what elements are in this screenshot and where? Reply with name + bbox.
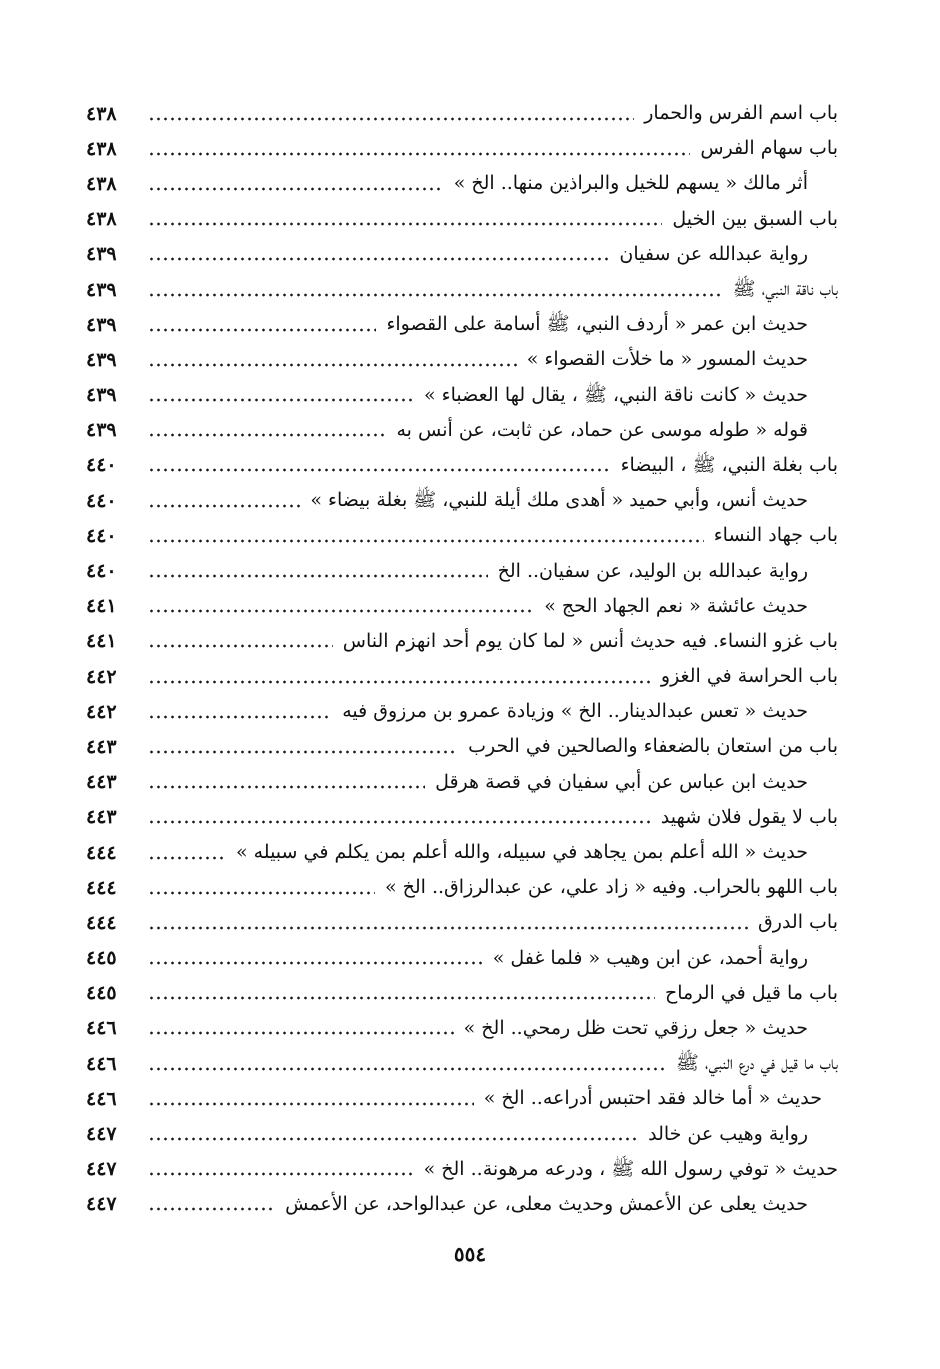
dot-leader xyxy=(148,184,444,194)
dot-leader xyxy=(148,571,488,581)
toc-entry-title: حديث « تعس عبدالدينار.. الخ » وزيادة عمرو بن مرزوق فيه xyxy=(342,700,808,723)
dot-leader xyxy=(148,923,748,933)
toc-entry xyxy=(86,1046,838,1081)
toc-entry-title: حديث ابن عمر « أردف النبي، ﷺ أسامة على القصواء xyxy=(386,313,808,336)
toc-entry xyxy=(86,378,838,413)
toc-entry-title: باب ما قيل في درع النبي، ﷺ xyxy=(675,1052,838,1075)
toc-entry-page: ٤٤٠ xyxy=(86,524,117,547)
dot-leader xyxy=(148,853,226,863)
toc-entry-title: باب الدرق xyxy=(758,911,838,934)
toc-entry xyxy=(86,976,838,1011)
dot-leader xyxy=(148,395,414,405)
dot-leader xyxy=(148,1134,638,1144)
toc-entry xyxy=(86,166,838,201)
toc-entry-title: رواية عبدالله بن الوليد، عن سفيان.. الخ xyxy=(497,559,808,582)
dot-leader xyxy=(148,1099,474,1109)
toc-entry-title: باب ما قيل في الرماح xyxy=(665,981,838,1004)
toc-entry-title: باب من استعان بالضعفاء والصالحين في الحرب xyxy=(468,735,838,758)
dot-leader xyxy=(148,888,375,898)
toc-entry-title: باب اسم الفرس والحمار xyxy=(644,102,838,125)
toc-entry-title: حديث « جعل رزقي تحت ظل رمحي.. الخ » xyxy=(463,1016,808,1039)
toc-entry-page: ٤٤١ xyxy=(86,595,117,618)
toc-entry-title: باب جهاد النساء xyxy=(713,524,838,547)
toc-entry xyxy=(86,202,838,237)
toc-entry-page: ٤٤٧ xyxy=(86,1158,117,1181)
toc-entry-page: ٤٤٤ xyxy=(86,841,117,864)
toc-entry xyxy=(86,518,838,553)
toc-entry xyxy=(86,870,838,905)
toc-entry xyxy=(86,765,838,800)
toc-entry xyxy=(86,835,838,870)
toc-entry-title: باب بغلة النبي، ﷺ ، البيضاء xyxy=(620,453,838,476)
toc-entry-page: ٤٤١ xyxy=(86,630,117,653)
toc-entry-page: ٤٤٦ xyxy=(86,1052,117,1075)
toc-entry-title: حديث « أما خالد فقد احتبس أدراعه.. الخ » xyxy=(483,1087,822,1110)
toc-entry-page: ٤٤٢ xyxy=(86,700,117,723)
toc-entry-title: باب اللهو بالحراب. وفيه « زاد علي، عن عبدالرزاق.. الخ » xyxy=(384,876,838,899)
dot-leader xyxy=(148,1169,414,1179)
toc-entry xyxy=(86,1152,838,1187)
toc-entry xyxy=(86,96,838,131)
toc-entry-title: حديث « الله أعلم بمن يجاهد في سبيله، والله أعلم بمن يكلم في سبيله » xyxy=(235,841,808,864)
toc-entry xyxy=(86,659,838,694)
toc-entry xyxy=(86,1081,838,1116)
toc-entry-title: باب الحراسة في الغزو xyxy=(660,665,838,688)
toc-entry-title: حديث يعلى عن الأعمش وحديث معلى، عن عبدالواحد، عن الأعمش xyxy=(285,1192,808,1215)
dot-leader xyxy=(148,501,300,511)
toc-entry-page: ٤٤٤ xyxy=(86,876,117,899)
toc-entry-page: ٤٤٣ xyxy=(86,735,117,758)
toc-entry-title: حديث المسور « ما خلأت القصواء » xyxy=(526,348,808,371)
toc-entry xyxy=(86,800,838,835)
dot-leader xyxy=(148,430,387,440)
dot-leader xyxy=(148,606,534,616)
toc-entry-page: ٤٤٣ xyxy=(86,806,117,829)
toc-entry xyxy=(86,941,838,976)
toc-entry-page: ٤٣٩ xyxy=(86,419,117,442)
toc-entry-page: ٤٣٩ xyxy=(86,243,117,266)
toc-entry xyxy=(86,237,838,272)
toc-entry-page: ٤٤٣ xyxy=(86,771,117,794)
dot-leader xyxy=(148,465,611,475)
dot-leader xyxy=(148,641,333,651)
toc-entry xyxy=(86,307,838,342)
toc-entry-title: رواية عبدالله عن سفيان xyxy=(619,242,808,265)
dot-leader xyxy=(148,360,517,370)
toc-entry-page: ٤٤٦ xyxy=(86,1017,117,1040)
toc-entry-page: ٤٤٦ xyxy=(86,1087,117,1110)
table-of-contents xyxy=(86,96,838,1222)
toc-entry xyxy=(86,131,838,166)
dot-leader xyxy=(148,993,655,1003)
toc-entry-title: باب غزو النساء. فيه حديث أنس « لما كان يوم أحد انهزم الناس xyxy=(342,629,838,652)
toc-entry-page: ٤٤٠ xyxy=(86,489,117,512)
toc-entry xyxy=(86,624,838,659)
dot-leader xyxy=(148,782,425,792)
toc-entry-title: باب ناقة النبي، ﷺ xyxy=(732,278,838,301)
toc-entry xyxy=(86,1187,838,1222)
toc-entry-title: قوله « طوله موسى عن حماد، عن ثابت، عن أنس به xyxy=(396,418,808,441)
dot-leader xyxy=(148,219,662,229)
toc-entry-page: ٤٤٥ xyxy=(86,982,117,1005)
toc-entry xyxy=(86,694,838,729)
toc-entry xyxy=(86,448,838,483)
toc-entry xyxy=(86,413,838,448)
toc-entry xyxy=(86,905,838,940)
toc-entry-title: باب سهام الفرس xyxy=(700,137,838,160)
toc-entry-title: حديث أنس، وأبي حميد « أهدى ملك أيلة للنبي، ﷺ بغلة بيضاء » xyxy=(310,489,808,512)
dot-leader xyxy=(148,536,704,546)
dot-leader xyxy=(148,1064,666,1074)
toc-entry-page: ٤٣٨ xyxy=(86,102,117,125)
toc-entry-page: ٤٣٨ xyxy=(86,208,117,231)
toc-entry-title: حديث عائشة « نعم الجهاد الحج » xyxy=(544,594,808,617)
toc-entry-page: ٤٣٨ xyxy=(86,137,117,160)
toc-entry xyxy=(86,342,838,377)
toc-entry-title: حديث « كانت ناقة النبي، ﷺ ، يقال لها العضباء » xyxy=(423,383,808,406)
page-number: ٥٥٤ xyxy=(453,1242,487,1266)
toc-entry-title: باب لا يقول فلان شهيد xyxy=(660,805,838,828)
toc-entry-title: أثر مالك « يسهم للخيل والبراذين منها.. الخ » xyxy=(453,172,808,195)
toc-entry-title: حديث ابن عباس عن أبي سفيان في قصة هرقل xyxy=(435,770,808,793)
dot-leader xyxy=(148,114,634,124)
dot-leader xyxy=(148,677,651,687)
toc-entry-page: ٤٤٧ xyxy=(86,1123,117,1146)
toc-entry xyxy=(86,272,838,307)
dot-leader xyxy=(148,254,609,264)
toc-entry-page: ٤٤٤ xyxy=(86,911,117,934)
dot-leader xyxy=(148,817,651,827)
toc-entry-title: رواية وهيب عن خالد xyxy=(648,1122,808,1145)
toc-entry-page: ٤٤٥ xyxy=(86,947,117,970)
toc-entry-page: ٤٣٩ xyxy=(86,278,117,301)
toc-entry xyxy=(86,553,838,588)
toc-entry xyxy=(86,589,838,624)
toc-entry-page: ٤٤٧ xyxy=(86,1193,117,1216)
toc-entry-page: ٤٤٠ xyxy=(86,560,117,583)
dot-leader xyxy=(148,747,458,757)
toc-entry-title: رواية أحمد، عن ابن وهيب « فلما غفل » xyxy=(492,946,808,969)
toc-entry xyxy=(86,729,838,764)
dot-leader xyxy=(148,325,376,335)
dot-leader xyxy=(148,1028,454,1038)
dot-leader xyxy=(148,712,332,722)
toc-entry-page: ٤٣٩ xyxy=(86,348,117,371)
toc-entry xyxy=(86,1011,838,1046)
toc-entry-page: ٤٣٨ xyxy=(86,172,117,195)
toc-entry-page: ٤٤٢ xyxy=(86,665,117,688)
toc-entry-title: حديث « توفي رسول الله ﷺ ، ودرعه مرهونة.. الخ » xyxy=(423,1157,838,1180)
dot-leader xyxy=(148,149,690,159)
dot-leader xyxy=(148,290,723,300)
toc-entry-title: باب السبق بين الخيل xyxy=(672,207,838,230)
toc-entry-page: ٤٤٠ xyxy=(86,454,117,477)
toc-entry xyxy=(86,1116,838,1151)
toc-entry-page: ٤٣٩ xyxy=(86,384,117,407)
toc-entry xyxy=(86,483,838,518)
dot-leader xyxy=(148,1204,275,1214)
dot-leader xyxy=(148,958,483,968)
toc-entry-page: ٤٣٩ xyxy=(86,313,117,336)
